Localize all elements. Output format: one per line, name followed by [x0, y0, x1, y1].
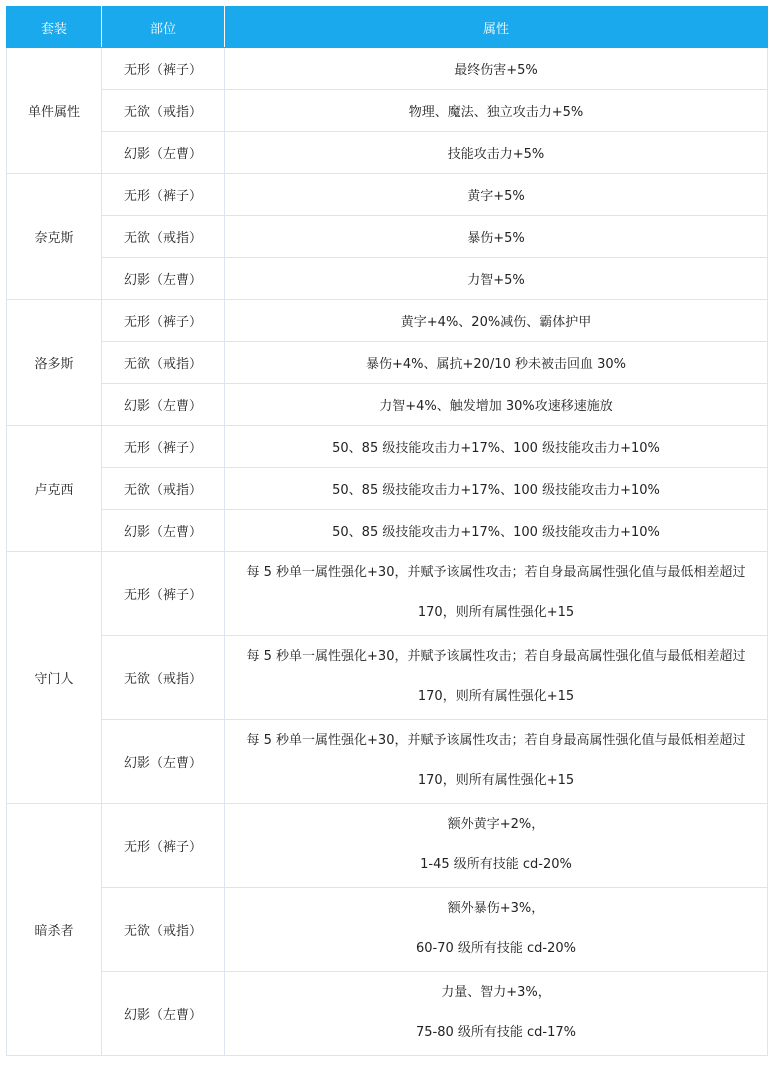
- attr-cell: [225, 804, 768, 888]
- set-name-cell: 单件属性: [7, 48, 102, 174]
- attr-cell: [225, 384, 768, 426]
- attr-cell: [225, 132, 768, 174]
- header-set: 套装: [7, 7, 102, 48]
- table-row: [7, 972, 768, 1056]
- attr-cell: [225, 636, 768, 720]
- attr-line: 170，则所有属性强化+15: [417, 688, 575, 704]
- set-name-cell: 暗杀者: [7, 804, 102, 1056]
- set-name-cell: 卢克西: [7, 426, 102, 552]
- table-row: [7, 90, 768, 132]
- set-name-cell: 奈克斯: [7, 174, 102, 300]
- attr-line: 力量、智力+3%，: [441, 984, 551, 1000]
- attr-cell: [225, 468, 768, 510]
- attr-line: 额外暴伤+3%，: [447, 900, 545, 916]
- table-row: [7, 888, 768, 972]
- header-part: 部位: [102, 7, 225, 48]
- table-row: [7, 342, 768, 384]
- attr-cell: [225, 888, 768, 972]
- attr-line: 暴伤+5%: [467, 231, 525, 246]
- header-attr: 属性: [225, 7, 768, 48]
- attr-line: 170，则所有属性强化+15: [417, 772, 575, 788]
- table-row: [7, 300, 768, 342]
- part-cell: 无形（裤子）: [102, 804, 225, 888]
- attr-line: 技能攻击力+5%: [447, 147, 545, 162]
- attr-line: 60-70 级所有技能 cd-20%: [415, 940, 577, 956]
- attr-line: 50、85 级技能攻击力+17%、100 级技能攻击力+10%: [332, 441, 660, 456]
- part-cell: 幻影（左曹）: [102, 132, 225, 174]
- table-row: [7, 636, 768, 720]
- attr-cell: [225, 258, 768, 300]
- table-row: [7, 216, 768, 258]
- header-row: [7, 7, 768, 48]
- table-row: [7, 720, 768, 804]
- attr-line: 最终伤害+5%: [454, 63, 538, 78]
- table-row: [7, 174, 768, 216]
- table-row: [7, 552, 768, 636]
- attr-line: 50、85 级技能攻击力+17%、100 级技能攻击力+10%: [332, 483, 660, 498]
- attr-line: 力智+4%、触发增加 30%攻速移速施放: [379, 399, 613, 414]
- table-row: [7, 384, 768, 426]
- set-name-cell: 洛多斯: [7, 300, 102, 426]
- attr-line: 每 5 秒单一属性强化+30，并赋予该属性攻击；若自身最高属性强化值与最低相差超过: [246, 648, 746, 664]
- attr-cell: [225, 342, 768, 384]
- attr-line: 每 5 秒单一属性强化+30，并赋予该属性攻击；若自身最高属性强化值与最低相差超过: [246, 732, 746, 748]
- attr-line: 物理、魔法、独立攻击力+5%: [408, 105, 584, 120]
- table-row: [7, 132, 768, 174]
- part-cell: 无形（裤子）: [102, 426, 225, 468]
- part-cell: 无欲（戒指）: [102, 216, 225, 258]
- attr-cell: [225, 972, 768, 1056]
- attr-cell: [225, 90, 768, 132]
- table-row: [7, 804, 768, 888]
- attr-cell: [225, 48, 768, 90]
- part-cell: 幻影（左曹）: [102, 720, 225, 804]
- attr-line: 170，则所有属性强化+15: [417, 604, 575, 620]
- part-cell: 幻影（左曹）: [102, 258, 225, 300]
- attr-line: 力智+5%: [467, 273, 525, 288]
- table-row: [7, 468, 768, 510]
- table-row: [7, 426, 768, 468]
- part-cell: 无欲（戒指）: [102, 90, 225, 132]
- attr-line: 每 5 秒单一属性强化+30，并赋予该属性攻击；若自身最高属性强化值与最低相差超过: [246, 564, 746, 580]
- table-row: [7, 258, 768, 300]
- attr-line: 暴伤+4%、属抗+20/10 秒未被击回血 30%: [365, 357, 627, 372]
- part-cell: 幻影（左曹）: [102, 510, 225, 552]
- table-row: [7, 510, 768, 552]
- attr-line: 50、85 级技能攻击力+17%、100 级技能攻击力+10%: [332, 525, 660, 540]
- part-cell: 无欲（戒指）: [102, 342, 225, 384]
- attr-cell: [225, 174, 768, 216]
- attr-cell: [225, 426, 768, 468]
- part-cell: 无欲（戒指）: [102, 468, 225, 510]
- attr-line: 1-45 级所有技能 cd-20%: [420, 856, 572, 872]
- part-cell: 无形（裤子）: [102, 300, 225, 342]
- attr-line: 黄字+4%、20%减伤、霸体护甲: [400, 315, 592, 330]
- part-cell: 无欲（戒指）: [102, 888, 225, 972]
- attr-cell: [225, 552, 768, 636]
- attr-cell: [225, 510, 768, 552]
- attr-cell: [225, 720, 768, 804]
- set-name-cell: 守门人: [7, 552, 102, 804]
- part-cell: 无欲（戒指）: [102, 636, 225, 720]
- part-cell: 无形（裤子）: [102, 48, 225, 90]
- part-cell: 无形（裤子）: [102, 552, 225, 636]
- part-cell: 幻影（左曹）: [102, 972, 225, 1056]
- table-body: [7, 48, 768, 1056]
- attr-cell: [225, 300, 768, 342]
- table-row: [7, 48, 768, 90]
- attr-line: 黄字+5%: [467, 189, 525, 204]
- attr-line: 75-80 级所有技能 cd-17%: [415, 1024, 577, 1040]
- attr-line: 额外黄字+2%，: [447, 816, 545, 832]
- part-cell: 无形（裤子）: [102, 174, 225, 216]
- attr-cell: [225, 216, 768, 258]
- set-attributes-table: [6, 6, 768, 1056]
- part-cell: 幻影（左曹）: [102, 384, 225, 426]
